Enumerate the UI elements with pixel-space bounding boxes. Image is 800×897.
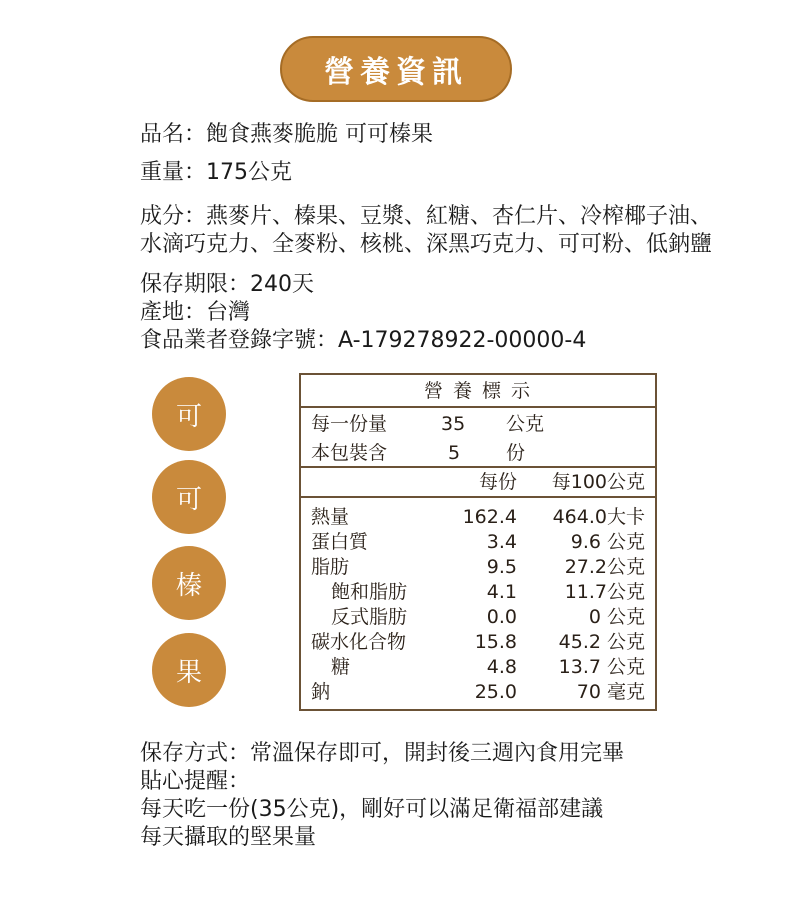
registration-number: 食品業者登錄字號：A-179278922-00000-4 xyxy=(140,328,587,353)
table-divider xyxy=(301,496,655,498)
shelf-life: 保存期限：240天 xyxy=(140,272,314,297)
row-name-sodium: 鈉 xyxy=(311,681,331,703)
row-per-carbohydrate: 15.8 xyxy=(474,631,517,653)
row-name-energy: 熱量 xyxy=(311,506,350,528)
nutrition-table xyxy=(299,373,657,711)
row-per100-protein: 9.6 公克 xyxy=(570,531,645,553)
row-per100-sodium: 70 毫克 xyxy=(576,681,645,703)
serving-size-label: 每一份量 xyxy=(311,413,388,435)
storage-method: 保存方式：常溫保存即可，開封後三週內食用完畢 xyxy=(140,741,625,766)
row-per-fat: 9.5 xyxy=(486,556,517,578)
row-name-fat: 脂肪 xyxy=(311,556,350,578)
row-name-trans-fat: 反式脂肪 xyxy=(331,606,408,628)
flavor-circle-1: 可 xyxy=(152,377,226,451)
tip-line-2: 每天攝取的堅果量 xyxy=(140,825,317,850)
row-per-trans-fat: 0.0 xyxy=(486,606,517,628)
row-per100-energy: 464.0大卡 xyxy=(552,506,645,528)
nutrition-table-title: 營 養 標 示 xyxy=(423,380,533,402)
row-per-energy: 162.4 xyxy=(462,506,517,528)
table-divider xyxy=(301,406,655,408)
ingredients-line-2: 水滴巧克力、全麥粉、核桃、深黑巧克力、可可粉、低鈉鹽 xyxy=(140,232,713,257)
origin: 產地：台灣 xyxy=(140,300,251,325)
row-per100-fat: 27.2公克 xyxy=(564,556,645,578)
serving-size-value: 35 xyxy=(441,413,466,435)
table-divider xyxy=(301,466,655,468)
servings-per-package-label: 本包裝含 xyxy=(311,442,388,464)
row-name-carbohydrate: 碳水化合物 xyxy=(311,631,407,653)
row-per100-sugar: 13.7 公克 xyxy=(558,656,645,678)
flavor-circle-4: 果 xyxy=(152,633,226,707)
row-name-sugar: 糖 xyxy=(331,656,351,678)
nutrition-info-banner: 營養資訊 xyxy=(280,36,512,102)
col-header-per-100g: 每100公克 xyxy=(551,471,645,493)
tip-line-1: 每天吃一份(35公克)，剛好可以滿足衛福部建議 xyxy=(140,797,604,822)
row-per-protein: 3.4 xyxy=(486,531,517,553)
flavor-circle-3: 榛 xyxy=(152,546,226,620)
ingredients-line-1: 成分：燕麥片、榛果、豆漿、紅糖、杏仁片、冷榨椰子油、 xyxy=(140,204,713,229)
row-per100-carbohydrate: 45.2 公克 xyxy=(558,631,645,653)
row-per100-trans-fat: 0 公克 xyxy=(588,606,645,628)
product-name: 品名：飽食燕麥脆脆 可可榛果 xyxy=(140,122,433,147)
row-per-saturated-fat: 4.1 xyxy=(486,581,517,603)
serving-size-unit: 公克 xyxy=(506,413,545,435)
servings-per-package-value: 5 xyxy=(448,442,461,464)
flavor-circle-2: 可 xyxy=(152,460,226,534)
servings-per-package-unit: 份 xyxy=(506,442,526,464)
row-name-protein: 蛋白質 xyxy=(311,531,369,553)
row-name-saturated-fat: 飽和脂肪 xyxy=(331,581,408,603)
row-per-sodium: 25.0 xyxy=(474,681,517,703)
col-header-per-serving: 每份 xyxy=(478,471,517,493)
tip-title: 貼心提醒： xyxy=(140,769,251,794)
row-per-sugar: 4.8 xyxy=(486,656,517,678)
row-per100-saturated-fat: 11.7公克 xyxy=(564,581,645,603)
product-weight: 重量：175公克 xyxy=(140,160,292,185)
